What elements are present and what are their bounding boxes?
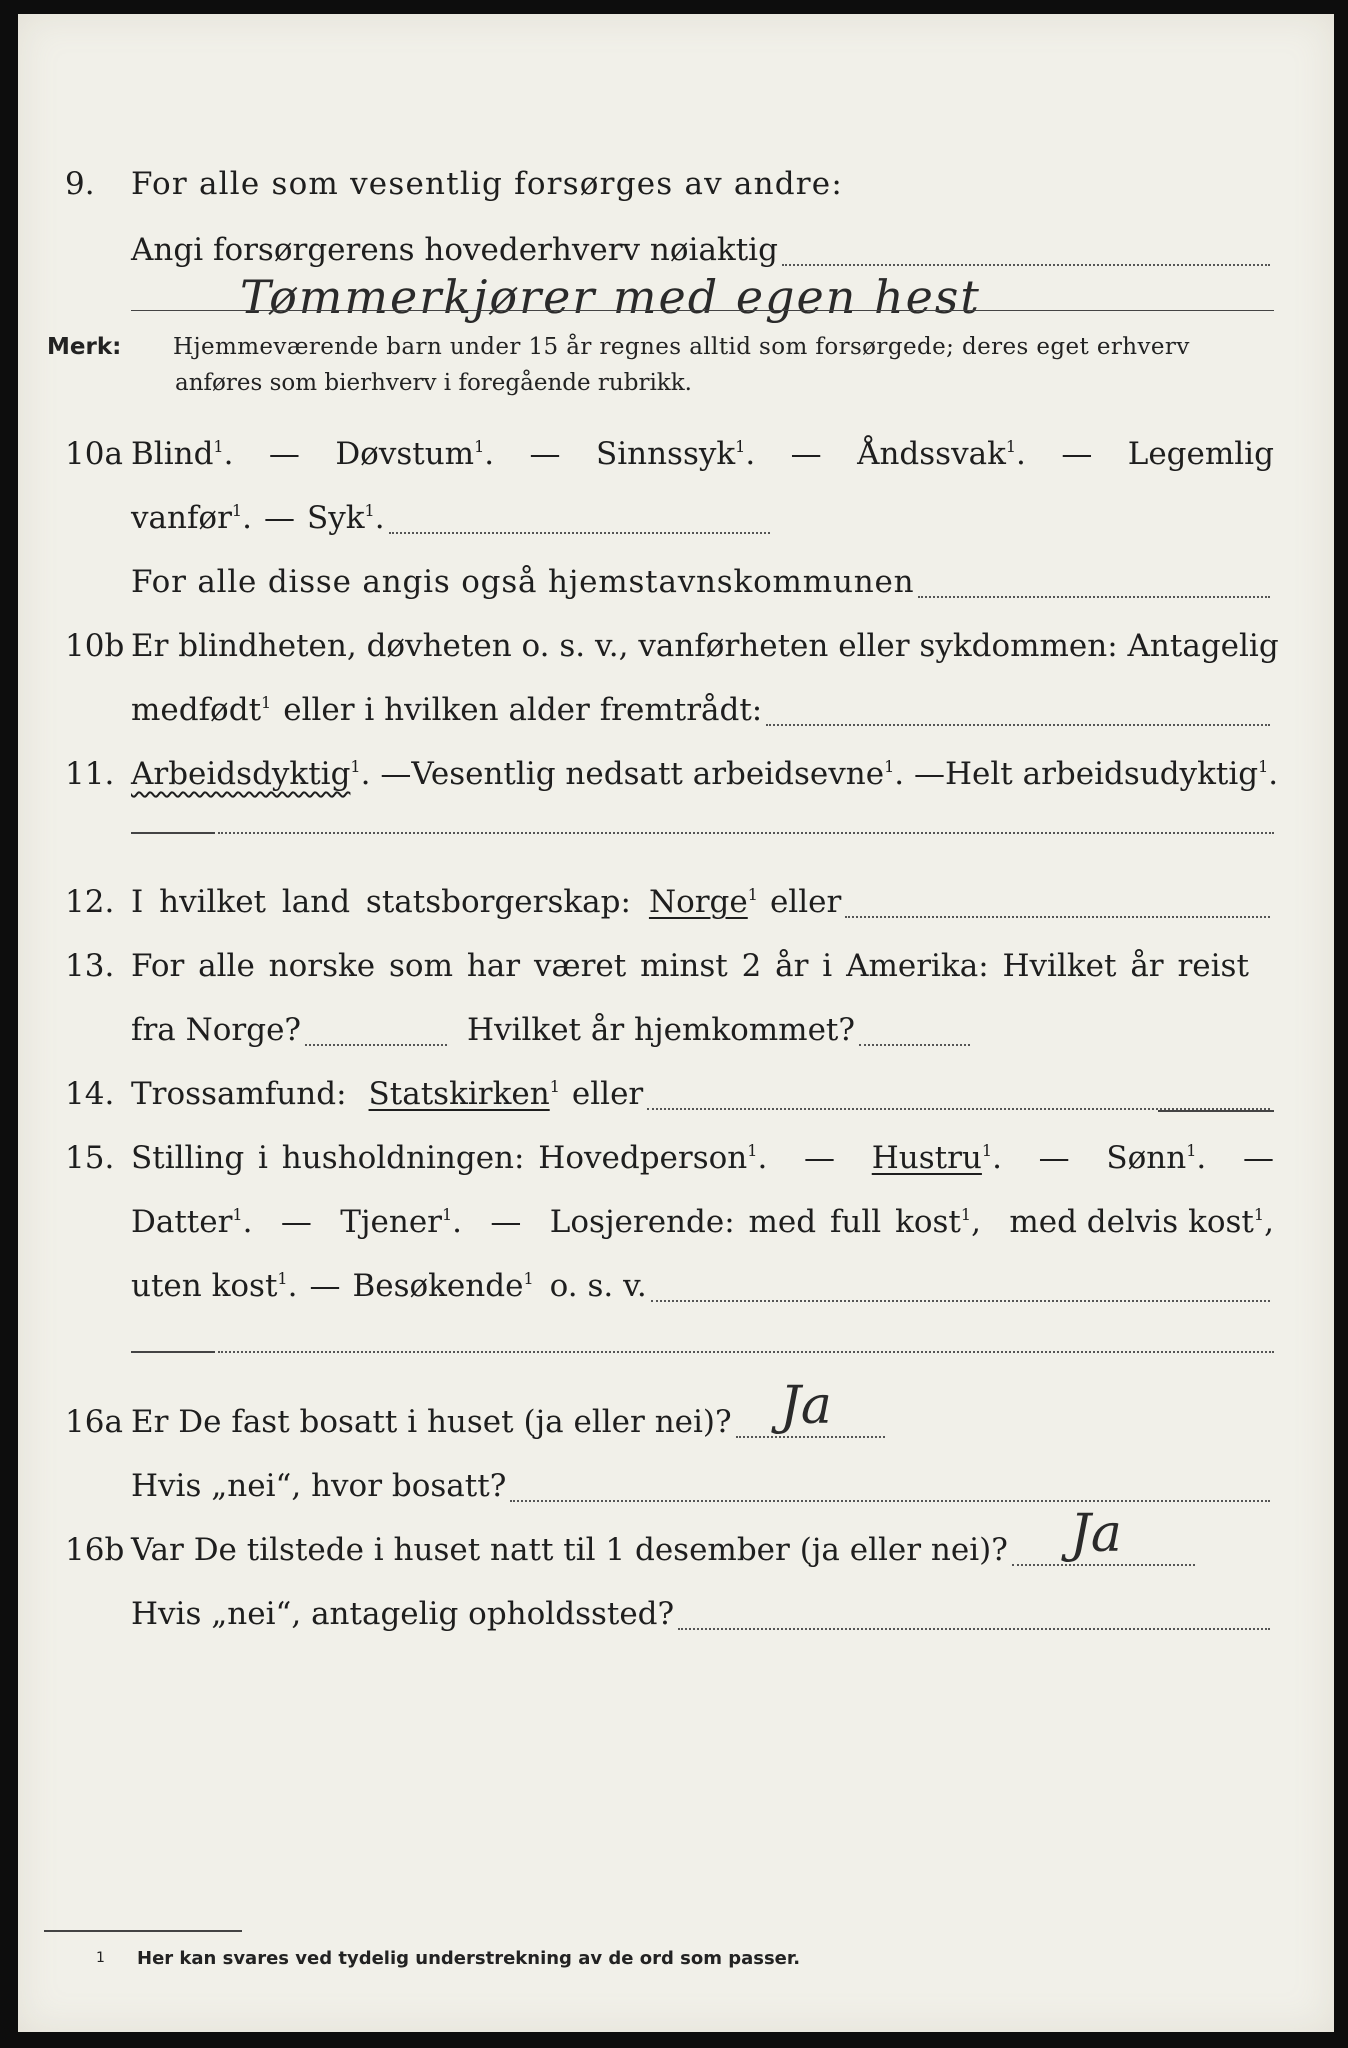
q14-question: Trossamfund: <box>131 1076 347 1112</box>
q15-answer-dots <box>218 1351 1274 1353</box>
dash: — <box>913 756 945 792</box>
q14-statskirken-underlined: Statskirken <box>368 1076 550 1112</box>
merk-label: Merk: <box>47 334 122 360</box>
q10b-line2: medfødt$^1$ eller i hvilken alder fremtrådt: <box>18 680 1334 740</box>
q11-number: 11. <box>65 756 115 792</box>
q15-sonn: Sønn <box>1106 1140 1187 1176</box>
q16a-question: Er De fast bosatt i huset (ja eller nei)? <box>131 1404 732 1440</box>
q14-line: 14. Trossamfund: Statskirken$^1$ eller <box>18 1064 1334 1124</box>
q12-eller: eller <box>769 884 842 920</box>
q15-uten-kost: uten kost <box>131 1268 278 1304</box>
merk-line1: Hjemmeværende barn under 15 år regnes alltid som forsørgede; deres eget erhverv <box>173 334 1190 360</box>
q15-osv: o. s. v. <box>549 1268 647 1304</box>
q16a-line1 <box>18 1392 1334 1452</box>
q10b-medfodt: medfødt <box>131 692 262 728</box>
census-form-page <box>18 14 1334 2032</box>
q13-line1 <box>18 936 1334 996</box>
q15-line2: Datter$^1$. — Tjener$^1$. — Losjerende: med full kost$^1$, med delvis kost$^1$, <box>18 1192 1334 1252</box>
q10a-line3 <box>18 552 1334 612</box>
q9-handwritten-answer: Tømmerkjører med egen hest <box>240 270 981 324</box>
q14-number: 14. <box>65 1076 115 1112</box>
q10b-line1 <box>18 616 1334 676</box>
q15-hustru-underlined: Hustru <box>871 1140 982 1176</box>
q9-question: For alle som vesentlig forsørges av andre: <box>131 166 843 202</box>
q15-fill-dots <box>651 1300 1270 1302</box>
dash: — <box>380 756 412 792</box>
q10a-andssvak: Åndssvak <box>857 436 1006 472</box>
q16b-line1 <box>18 1520 1334 1580</box>
q15-line1: 15. Stilling i husholdningen: Hovedperson$^1$. — Hustru$^1$. — Sønn$^1$. — <box>18 1128 1334 1188</box>
q16b-line2 <box>18 1584 1334 1644</box>
footnote-text: Her kan svares ved tydelig understrekning av de ord som passer. <box>137 1948 801 1969</box>
q15-line3: uten kost$^1$. — Besøkende$^1$ o. s. v. <box>18 1256 1334 1316</box>
q15-full-kost: Losjerende: med full kost <box>549 1204 961 1240</box>
q11-answer-dots <box>218 832 1274 834</box>
q15-hovedperson: Stilling i husholdningen: Hovedperson <box>131 1140 748 1176</box>
q9-instruction: Angi forsørgerens hovederhverv nøiaktig <box>131 232 778 268</box>
dash: — <box>1061 436 1093 472</box>
dash: — <box>1038 1140 1070 1176</box>
q16b-question: Var De tilstede i huset natt til 1 desember (ja eller nei)? <box>131 1532 1008 1568</box>
q10a-number: 10a <box>65 436 123 472</box>
q10a-syk: Syk <box>306 500 365 536</box>
q12-line: 12. I hvilket land statsborgerskap: Norge$^1$ eller <box>18 872 1334 932</box>
q13-reist: fra Norge? <box>131 1012 302 1048</box>
q15-number: 15. <box>65 1140 115 1176</box>
dash: — <box>309 1268 341 1304</box>
q15-datter: Datter <box>131 1204 233 1240</box>
q13-number: 13. <box>65 948 115 984</box>
q15-tjener: Tjener <box>340 1204 442 1240</box>
q10b-alder: eller i hvilken alder fremtrådt: <box>283 692 763 728</box>
q16a-line2 <box>18 1456 1334 1516</box>
q14-handwritten-dash <box>1158 1110 1274 1112</box>
q11-udyktig: Helt arbeidsudyktig <box>944 756 1259 792</box>
q16a-number: 16a <box>65 1404 123 1440</box>
q9-number: 9. <box>65 166 95 202</box>
q11-line: 11. Arbeidsdyktig$^1$. — Vesentlig nedsatt arbeidsevne$^1$. — Helt arbeidsudyktig$^1$. <box>18 744 1334 804</box>
q12-number: 12. <box>65 884 115 920</box>
q14-eller: eller <box>571 1076 644 1112</box>
dash: — <box>263 500 295 536</box>
q16a-hvor-bosatt: Hvis „nei“, hvor bosatt? <box>131 1468 507 1504</box>
q11-nedsatt: Vesentlig nedsatt arbeidsevne <box>411 756 885 792</box>
q10b-fill-dots <box>766 724 1270 726</box>
q12-norge-underlined: Norge <box>648 884 748 920</box>
q13-question: For alle norske som har været minst 2 år i Amerika: Hvilket år reist <box>131 948 1249 984</box>
q10a-fill-dots <box>389 532 770 534</box>
q10a-legemlig: Legemlig <box>1127 436 1274 472</box>
q15-besokende: Besøkende <box>352 1268 524 1304</box>
q13-hjemkommet: Hvilket år hjemkommet? <box>467 1012 856 1048</box>
q15-handwritten-dash <box>131 1351 215 1353</box>
dash: — <box>790 436 822 472</box>
q12-question: I hvilket land statsborgerskap: <box>131 884 631 920</box>
q16b-handwritten-answer: Ja <box>1070 1504 1122 1564</box>
q16a-handwritten-answer: Ja <box>780 1376 832 1436</box>
dash: — <box>280 1204 312 1240</box>
q15-delvis-kost: med delvis kost <box>1009 1204 1254 1240</box>
q13-hjemkommet-dots <box>859 1044 970 1046</box>
q10a-vanfor: vanfør <box>131 500 232 536</box>
dash: — <box>529 436 561 472</box>
merk-line2: anføres som bierhverv i foregående rubrikk. <box>175 370 692 396</box>
q10b-number: 10b <box>65 628 125 664</box>
q10a-dovstum: Døvstum <box>335 436 475 472</box>
q13-reist-dots <box>305 1044 447 1046</box>
q16b-opholdssted-dots <box>678 1628 1270 1630</box>
q9-answer-line <box>131 310 1274 311</box>
q16b-fill-dots <box>1012 1564 1195 1566</box>
dash: — <box>490 1204 522 1240</box>
q10a-hjemstavn: For alle disse angis også hjemstavnskommunen <box>131 564 915 600</box>
footnote-rule <box>44 1930 242 1932</box>
q16b-number: 16b <box>65 1532 125 1568</box>
q16a-hvor-dots <box>510 1500 1270 1502</box>
footnote-mark: 1 <box>96 1950 105 1966</box>
q9-line1 <box>18 154 1334 214</box>
q11-arbeidsdyktig-underlined: Arbeidsdyktig <box>131 756 351 792</box>
q10a-line1: 10a Blind$^1$. — Døvstum$^1$. — Sinnssyk$^1$. — Åndssvak$^1$. — Legemlig <box>18 424 1334 484</box>
dash: — <box>268 436 300 472</box>
q12-fill-dots <box>845 916 1270 918</box>
q10b-question: Er blindheten, døvheten o. s. v., vanførheten eller sykdommen: Antagelig <box>131 628 1279 664</box>
q13-line2 <box>18 1000 1334 1060</box>
q10a-hjemstavn-dots <box>918 596 1270 598</box>
q16b-opholdssted: Hvis „nei“, antagelig opholdssted? <box>131 1596 675 1632</box>
q16a-fill-dots <box>736 1436 885 1438</box>
q11-handwritten-dash <box>131 832 215 834</box>
q10a-blind: Blind <box>131 436 214 472</box>
q10a-line2: vanfør$^1$. — Syk$^1$. <box>18 488 1334 548</box>
dash: — <box>1243 1140 1274 1176</box>
q10a-sinnssyk: Sinnssyk <box>595 436 736 472</box>
q9-fill-dots <box>782 264 1270 266</box>
dash: — <box>804 1140 836 1176</box>
